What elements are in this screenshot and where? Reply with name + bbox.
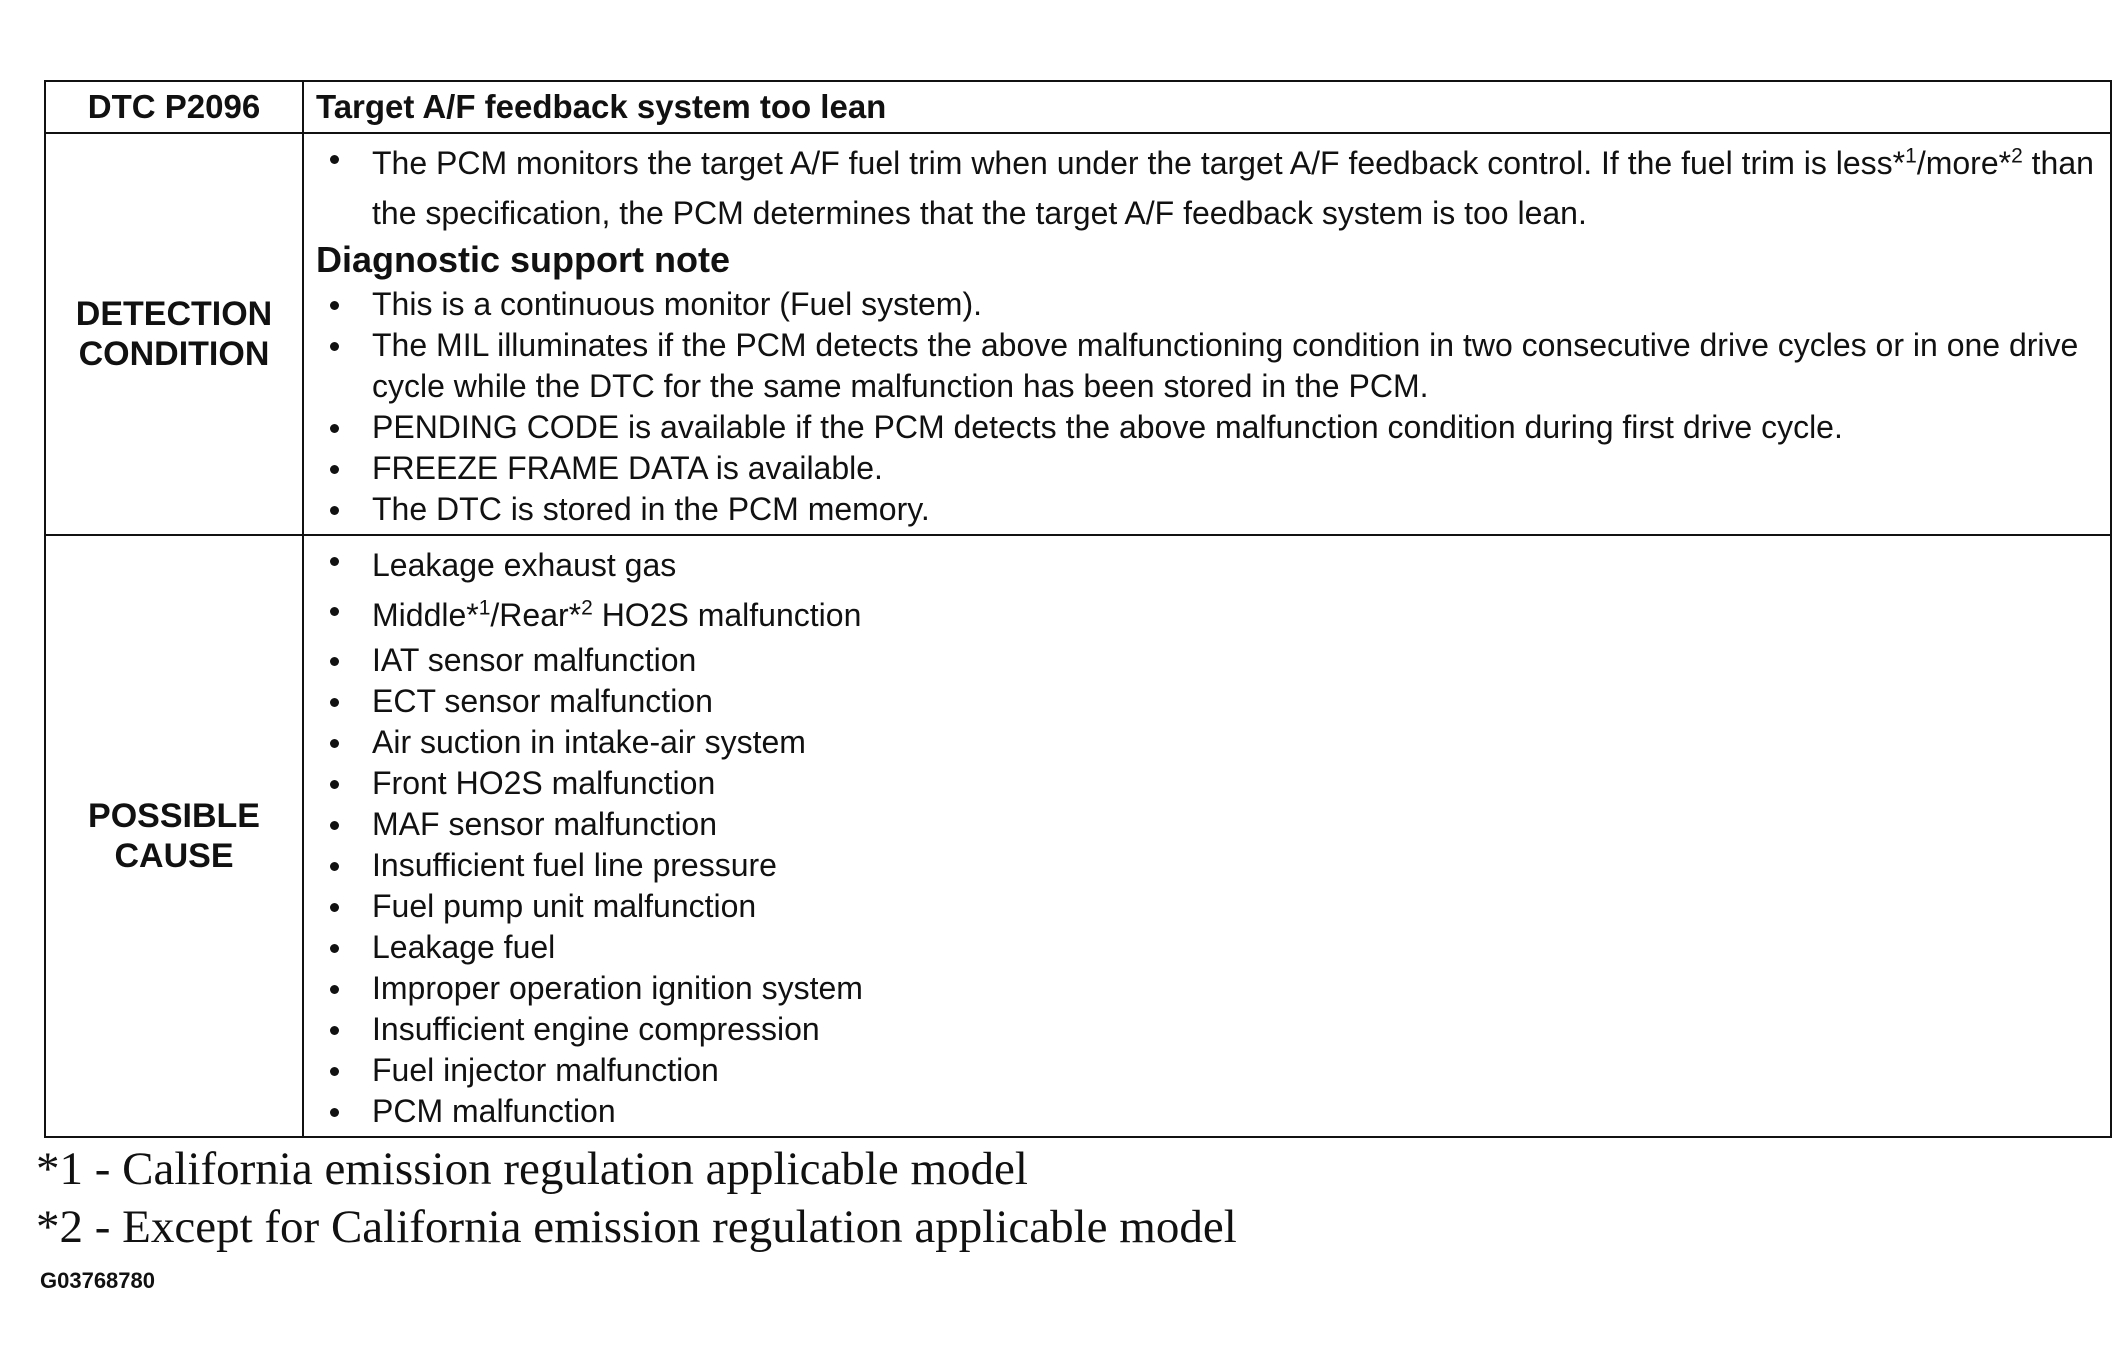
- cause-ho2s-text-b: /Rear*: [490, 597, 582, 633]
- causes-body: [303, 535, 2111, 1137]
- causes-label: [45, 535, 303, 1137]
- causes-row: [45, 535, 2111, 1137]
- support-note-item: PENDING CODE is available if the PCM detects the above malfunction condition during first drive cycle.: [316, 407, 2100, 448]
- cause-ho2s-text-a: Middle*: [372, 597, 479, 633]
- footnote-ref-2: 2: [2011, 144, 2023, 168]
- cause-ho2s-text-c: HO2S malfunction: [592, 597, 862, 633]
- detection-label-line2: CONDITION: [78, 335, 270, 373]
- cause-item: Leakage exhaust gas: [316, 540, 2100, 590]
- cause-item-ho2s: [316, 590, 2100, 640]
- detection-label-line1: DETECTION: [75, 295, 273, 333]
- dtc-table: [44, 80, 2112, 1138]
- footnote-ref-2: 2: [581, 596, 593, 620]
- footnote-ref-1: 1: [1905, 144, 1917, 168]
- detection-main-text-b: /more*: [1916, 145, 2012, 181]
- cause-item: PCM malfunction: [316, 1091, 2100, 1132]
- footnote-1: *1 - California emission regulation applicable model: [36, 1143, 1028, 1195]
- cause-item: Air suction in intake-air system: [316, 722, 2100, 763]
- cause-item: ECT sensor malfunction: [316, 681, 2100, 722]
- support-note-list: [316, 284, 2100, 530]
- detection-row: [45, 133, 2111, 535]
- detection-main-text-a: The PCM monitors the target A/F fuel trim when under the target A/F feedback control. If the fuel trim is less*: [372, 145, 1906, 181]
- cause-item: MAF sensor malfunction: [316, 804, 2100, 845]
- footnotes: [36, 1140, 1237, 1256]
- causes-list: [316, 540, 2100, 1132]
- detection-main-item: [316, 138, 2100, 238]
- detection-label: [45, 133, 303, 535]
- detection-main-text-c: than the specification, the PCM determines that the target A/F feedback system is too lean.: [372, 145, 2094, 231]
- dtc-title: Target A/F feedback system too lean: [303, 81, 2111, 133]
- cause-item: Fuel injector malfunction: [316, 1050, 2100, 1091]
- footnote-ref-1: 1: [478, 596, 491, 620]
- cause-item: IAT sensor malfunction: [316, 640, 2100, 681]
- cause-item: Insufficient engine compression: [316, 1009, 2100, 1050]
- detection-main-list: [316, 138, 2100, 238]
- support-note-item: FREEZE FRAME DATA is available.: [316, 448, 2100, 489]
- cause-item: Front HO2S malfunction: [316, 763, 2100, 804]
- cause-item: Insufficient fuel line pressure: [316, 845, 2100, 886]
- footnote-2: *2 - Except for California emission regulation applicable model: [36, 1201, 1237, 1253]
- dtc-code: DTC P2096: [45, 81, 303, 133]
- support-note-item: The DTC is stored in the PCM memory.: [316, 489, 2100, 530]
- causes-label-line2: CAUSE: [114, 837, 234, 875]
- support-note-heading: Diagnostic support note: [316, 239, 730, 280]
- cause-item: Leakage fuel: [316, 927, 2100, 968]
- detection-body: [303, 133, 2111, 535]
- cause-item: Improper operation ignition system: [316, 968, 2100, 1009]
- support-note-item: The MIL illuminates if the PCM detects the above malfunctioning condition in two consecutive drive cycles or in one drive cycle while the DTC for the same malfunction has been stored in the PCM.: [316, 325, 2100, 407]
- support-note-item: This is a continuous monitor (Fuel system).: [316, 284, 2100, 325]
- header-row: [45, 81, 2111, 133]
- cause-item: Fuel pump unit malfunction: [316, 886, 2100, 927]
- image-code: G03768780: [40, 1268, 155, 1293]
- causes-label-line1: POSSIBLE: [88, 797, 260, 835]
